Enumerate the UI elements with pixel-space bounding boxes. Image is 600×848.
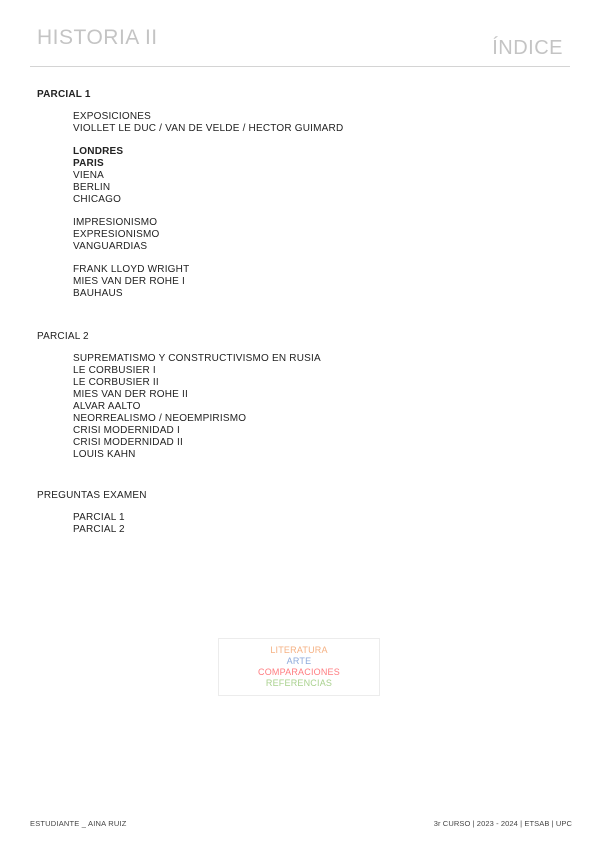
section-title-parcial-1: PARCIAL 1 [37,89,91,100]
footer-course-info: 3r CURSO | 2023 - 2024 | ETSAB | UPC [433,819,572,828]
document-title: HISTORIA II [37,26,158,49]
preguntas-group [37,512,537,536]
parcial-1-group-exposiciones [37,111,537,135]
section-title-parcial-2: PARCIAL 2 [37,331,89,342]
parcial-2-group [37,353,537,461]
toc-item[interactable]: ALVAR AALTO [73,401,141,412]
toc-item[interactable]: BAUHAUS [73,288,123,299]
parcial-1-group-movements [37,217,537,253]
section-title-preguntas-examen: PREGUNTAS EXAMEN [37,490,147,501]
toc-item[interactable]: LONDRES [73,146,124,157]
index-heading: ÍNDICE [492,37,563,59]
parcial-1-group-architects [37,264,537,300]
toc-item[interactable]: PARCIAL 1 [73,512,125,523]
toc-item[interactable]: PARCIAL 2 [73,524,125,535]
toc-item[interactable]: CHICAGO [73,194,122,205]
toc-item[interactable]: MIES VAN DER ROHE I [73,276,185,287]
color-legend [218,638,380,696]
toc-item[interactable]: LE CORBUSIER II [73,377,159,388]
toc-item[interactable]: VIOLLET LE DUC / VAN DE VELDE / HECTOR GUIMARD [73,123,344,134]
legend-item-arte: ARTE [286,656,312,666]
table-of-contents [37,89,537,536]
toc-item[interactable]: VIENA [73,170,105,181]
toc-item[interactable]: IMPRESIONISMO [73,217,158,228]
parcial-1-group-cities [37,146,537,206]
toc-item[interactable]: LE CORBUSIER I [73,365,156,376]
toc-item[interactable]: LOUIS KAHN [73,449,136,460]
toc-item[interactable]: VANGUARDIAS [73,241,148,252]
toc-item[interactable]: BERLIN [73,182,111,193]
toc-item[interactable]: NEORREALISMO / NEOEMPIRISMO [73,413,247,424]
toc-item[interactable]: FRANK LLOYD WRIGHT [73,264,190,275]
toc-item[interactable]: EXPRESIONISMO [73,229,160,240]
legend-item-comparaciones: COMPARACIONES [258,667,340,677]
header-divider [30,66,570,67]
toc-item[interactable]: CRISI MODERNIDAD II [73,437,183,448]
toc-item[interactable]: CRISI MODERNIDAD I [73,425,180,436]
toc-item[interactable]: MIES VAN DER ROHE II [73,389,188,400]
legend-item-literatura: LITERATURA [270,645,328,655]
legend-item-referencias: REFERENCIAS [265,678,333,688]
footer-student: ESTUDIANTE _ AINA RUIZ [30,819,127,828]
toc-item[interactable]: SUPREMATISMO Y CONSTRUCTIVISMO EN RUSIA [73,353,321,364]
toc-item[interactable]: EXPOSICIONES [73,111,151,122]
toc-item[interactable]: PARIS [73,158,104,169]
